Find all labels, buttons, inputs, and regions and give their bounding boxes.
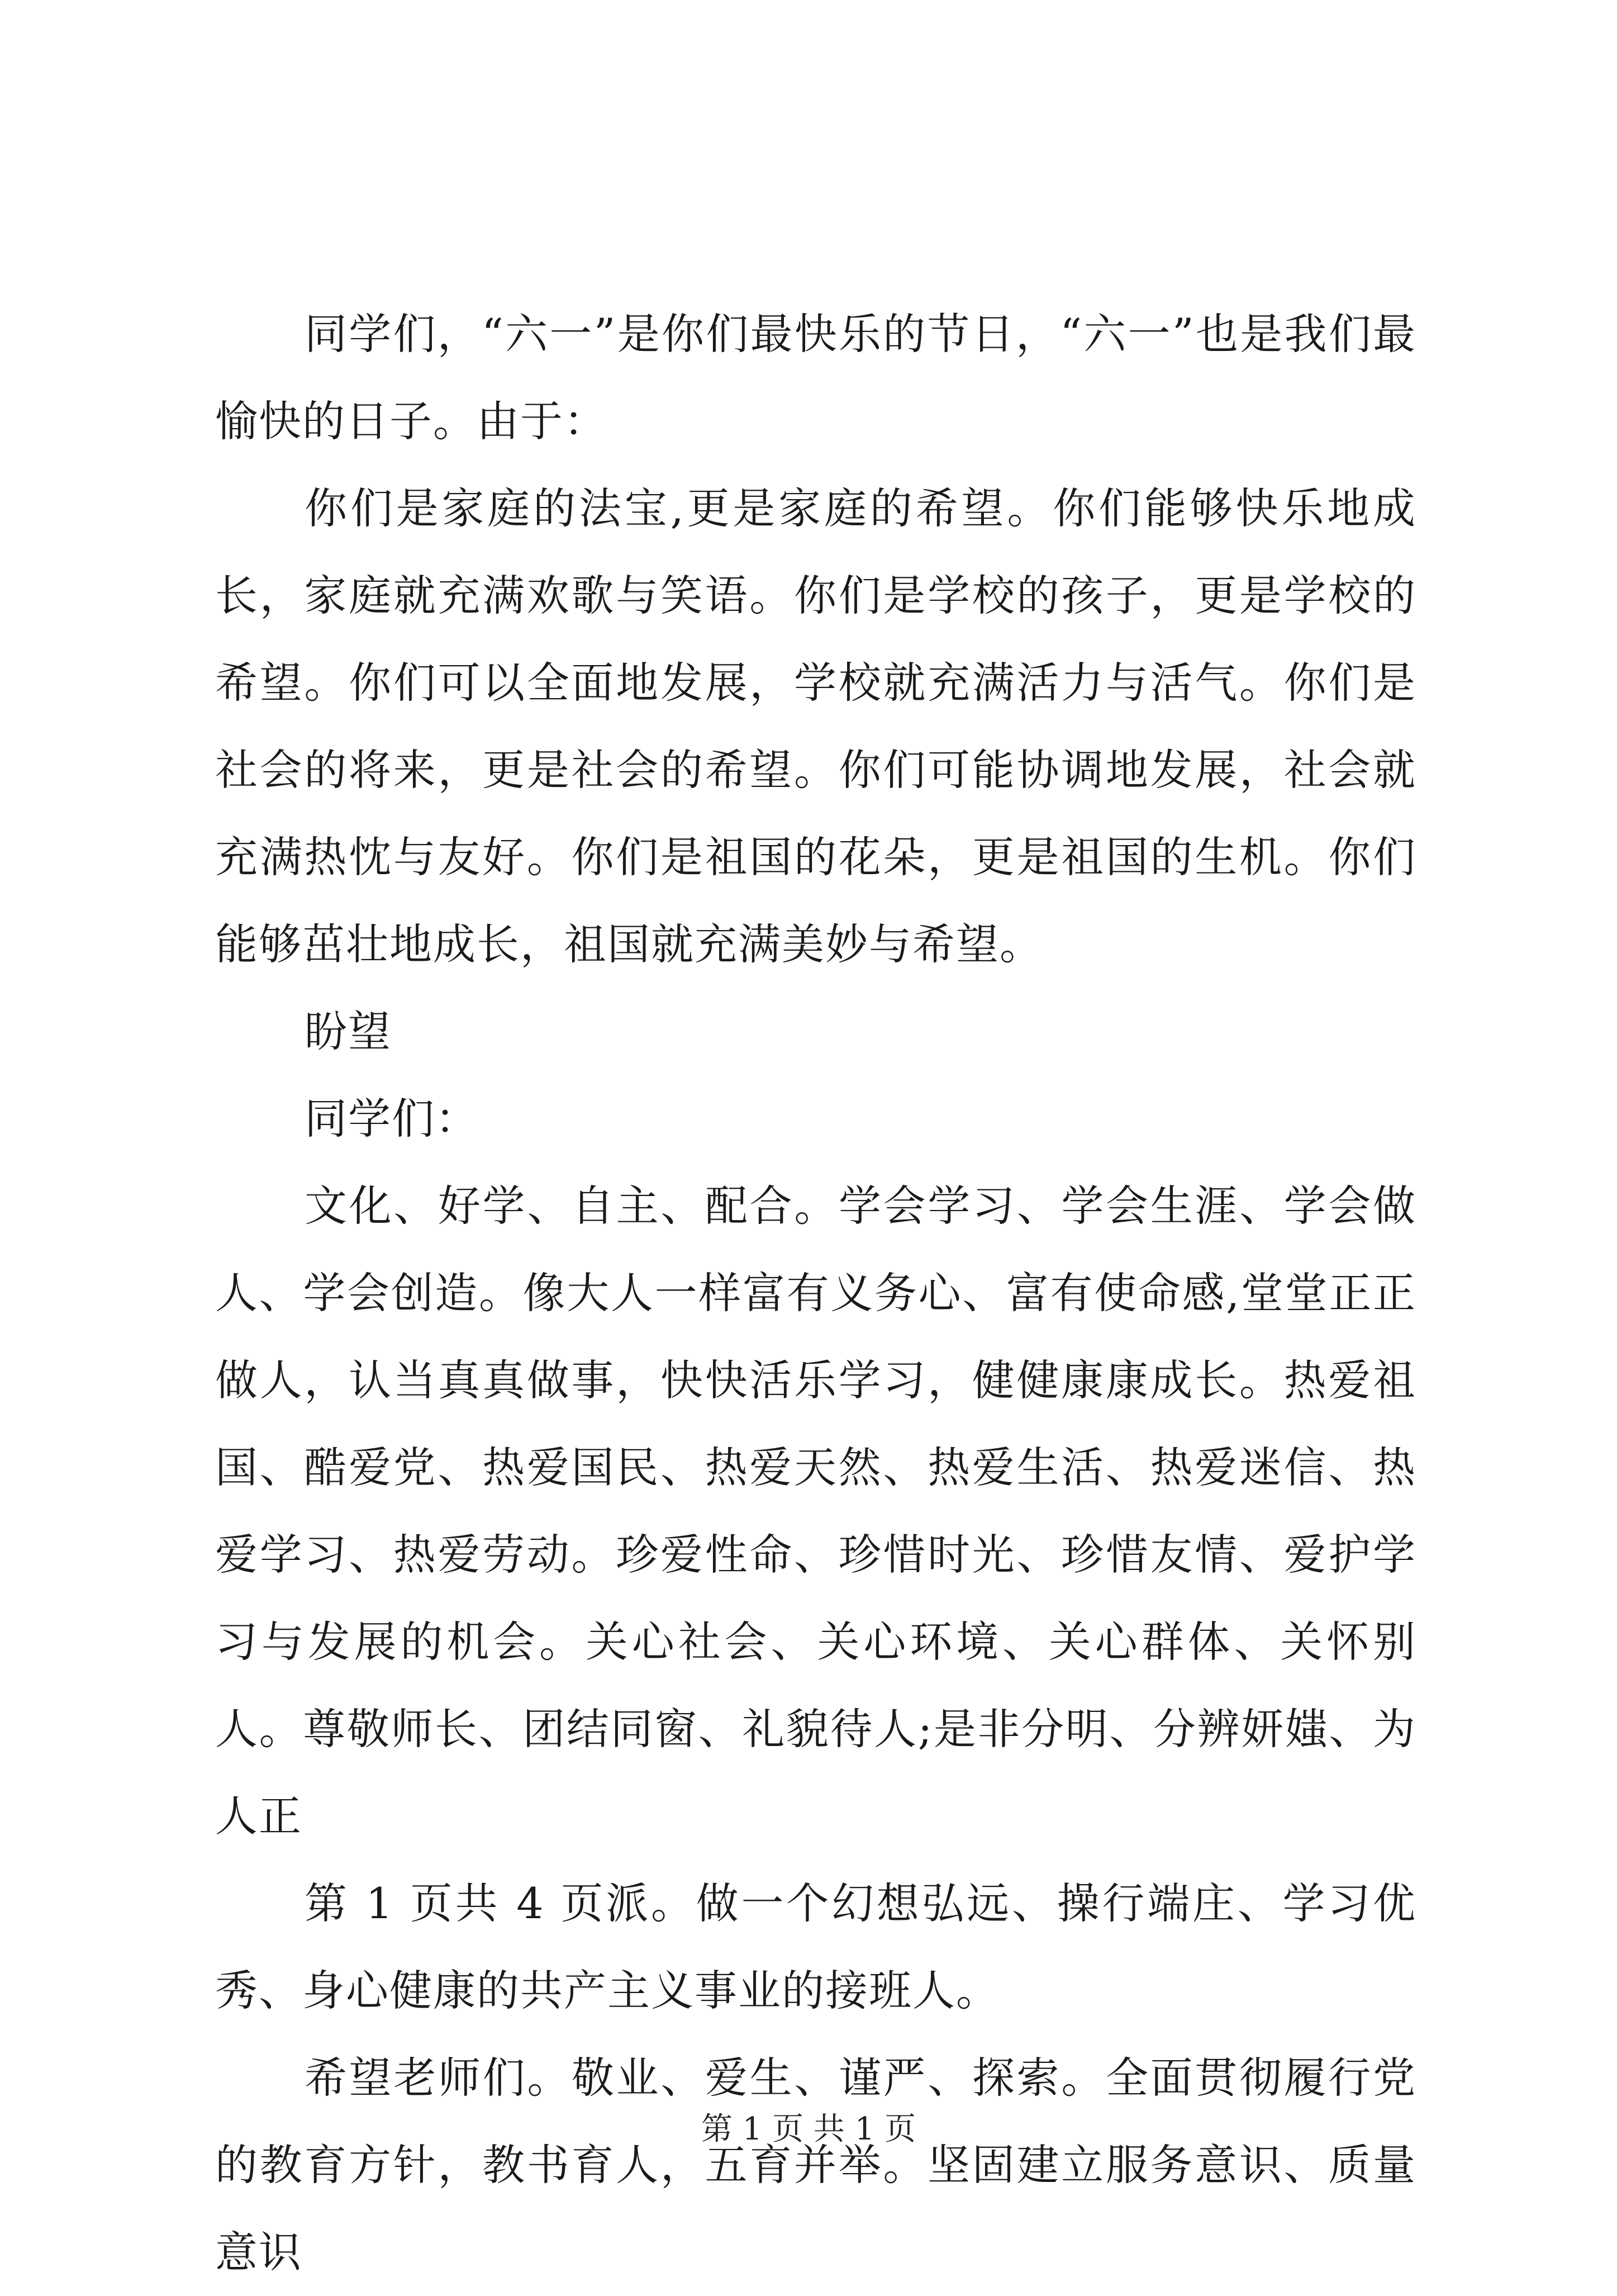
paragraph-6: 第 1 页共 4 页派。做一个幻想弘远、操行端庄、学习优秀、身心健康的共产主义事业的接班人。 bbox=[215, 1878, 1416, 2015]
paragraph-4-salutation: 同学们： bbox=[305, 1094, 479, 1144]
paragraph-5: 文化、好学、自主、配合。学会学习、学会生涯、学会做人、学会创造。像大人一样富有义务心、富有使命感,堂堂正正做人，认当真真做事，快快活乐学习，健健康康成长。热爱祖国、酷爱党、热爱国民、热爱天然、热爱生活、热爱迷信、热爱学习、热爱劳动。珍爱性命、珍惜时光、珍惜友情、爱护学习与发展的机会。关心社会、关心环境、关心群体、关怀别人。尊敬师长、团结同窗、礼貌待人;是非分明、分辨妍媸、为人正 bbox=[215, 1181, 1416, 1841]
paragraph-7: 希望老师们。敬业、爱生、谨严、探索。全面贯彻履行党的教育方针，教书育人，五育并举。坚固建立服务意识、质量意识 bbox=[215, 2053, 1416, 2277]
paragraph-2: 你们是家庭的法宝,更是家庭的希望。你们能够快乐地成长，家庭就充满欢歌与笑语。你们是学校的孩子，更是学校的希望。你们可以全面地发展，学校就充满活力与活气。你们是社会的将来，更是社会的希望。你们可能协调地发展，社会就充满热忱与友好。你们是祖国的花朵，更是祖国的生机。你们能够茁壮地成长，祖国就充满美妙与希望。 bbox=[215, 483, 1416, 969]
paragraph-3-heading: 盼望 bbox=[305, 1007, 392, 1056]
paragraph-1: 同学们，“六一”是你们最快乐的节日，“六一”也是我们最愉快的日子。由于： bbox=[215, 309, 1416, 446]
page-footer: 第 1 页 共 1 页 bbox=[701, 2111, 916, 2147]
document-body bbox=[215, 291, 1416, 2296]
